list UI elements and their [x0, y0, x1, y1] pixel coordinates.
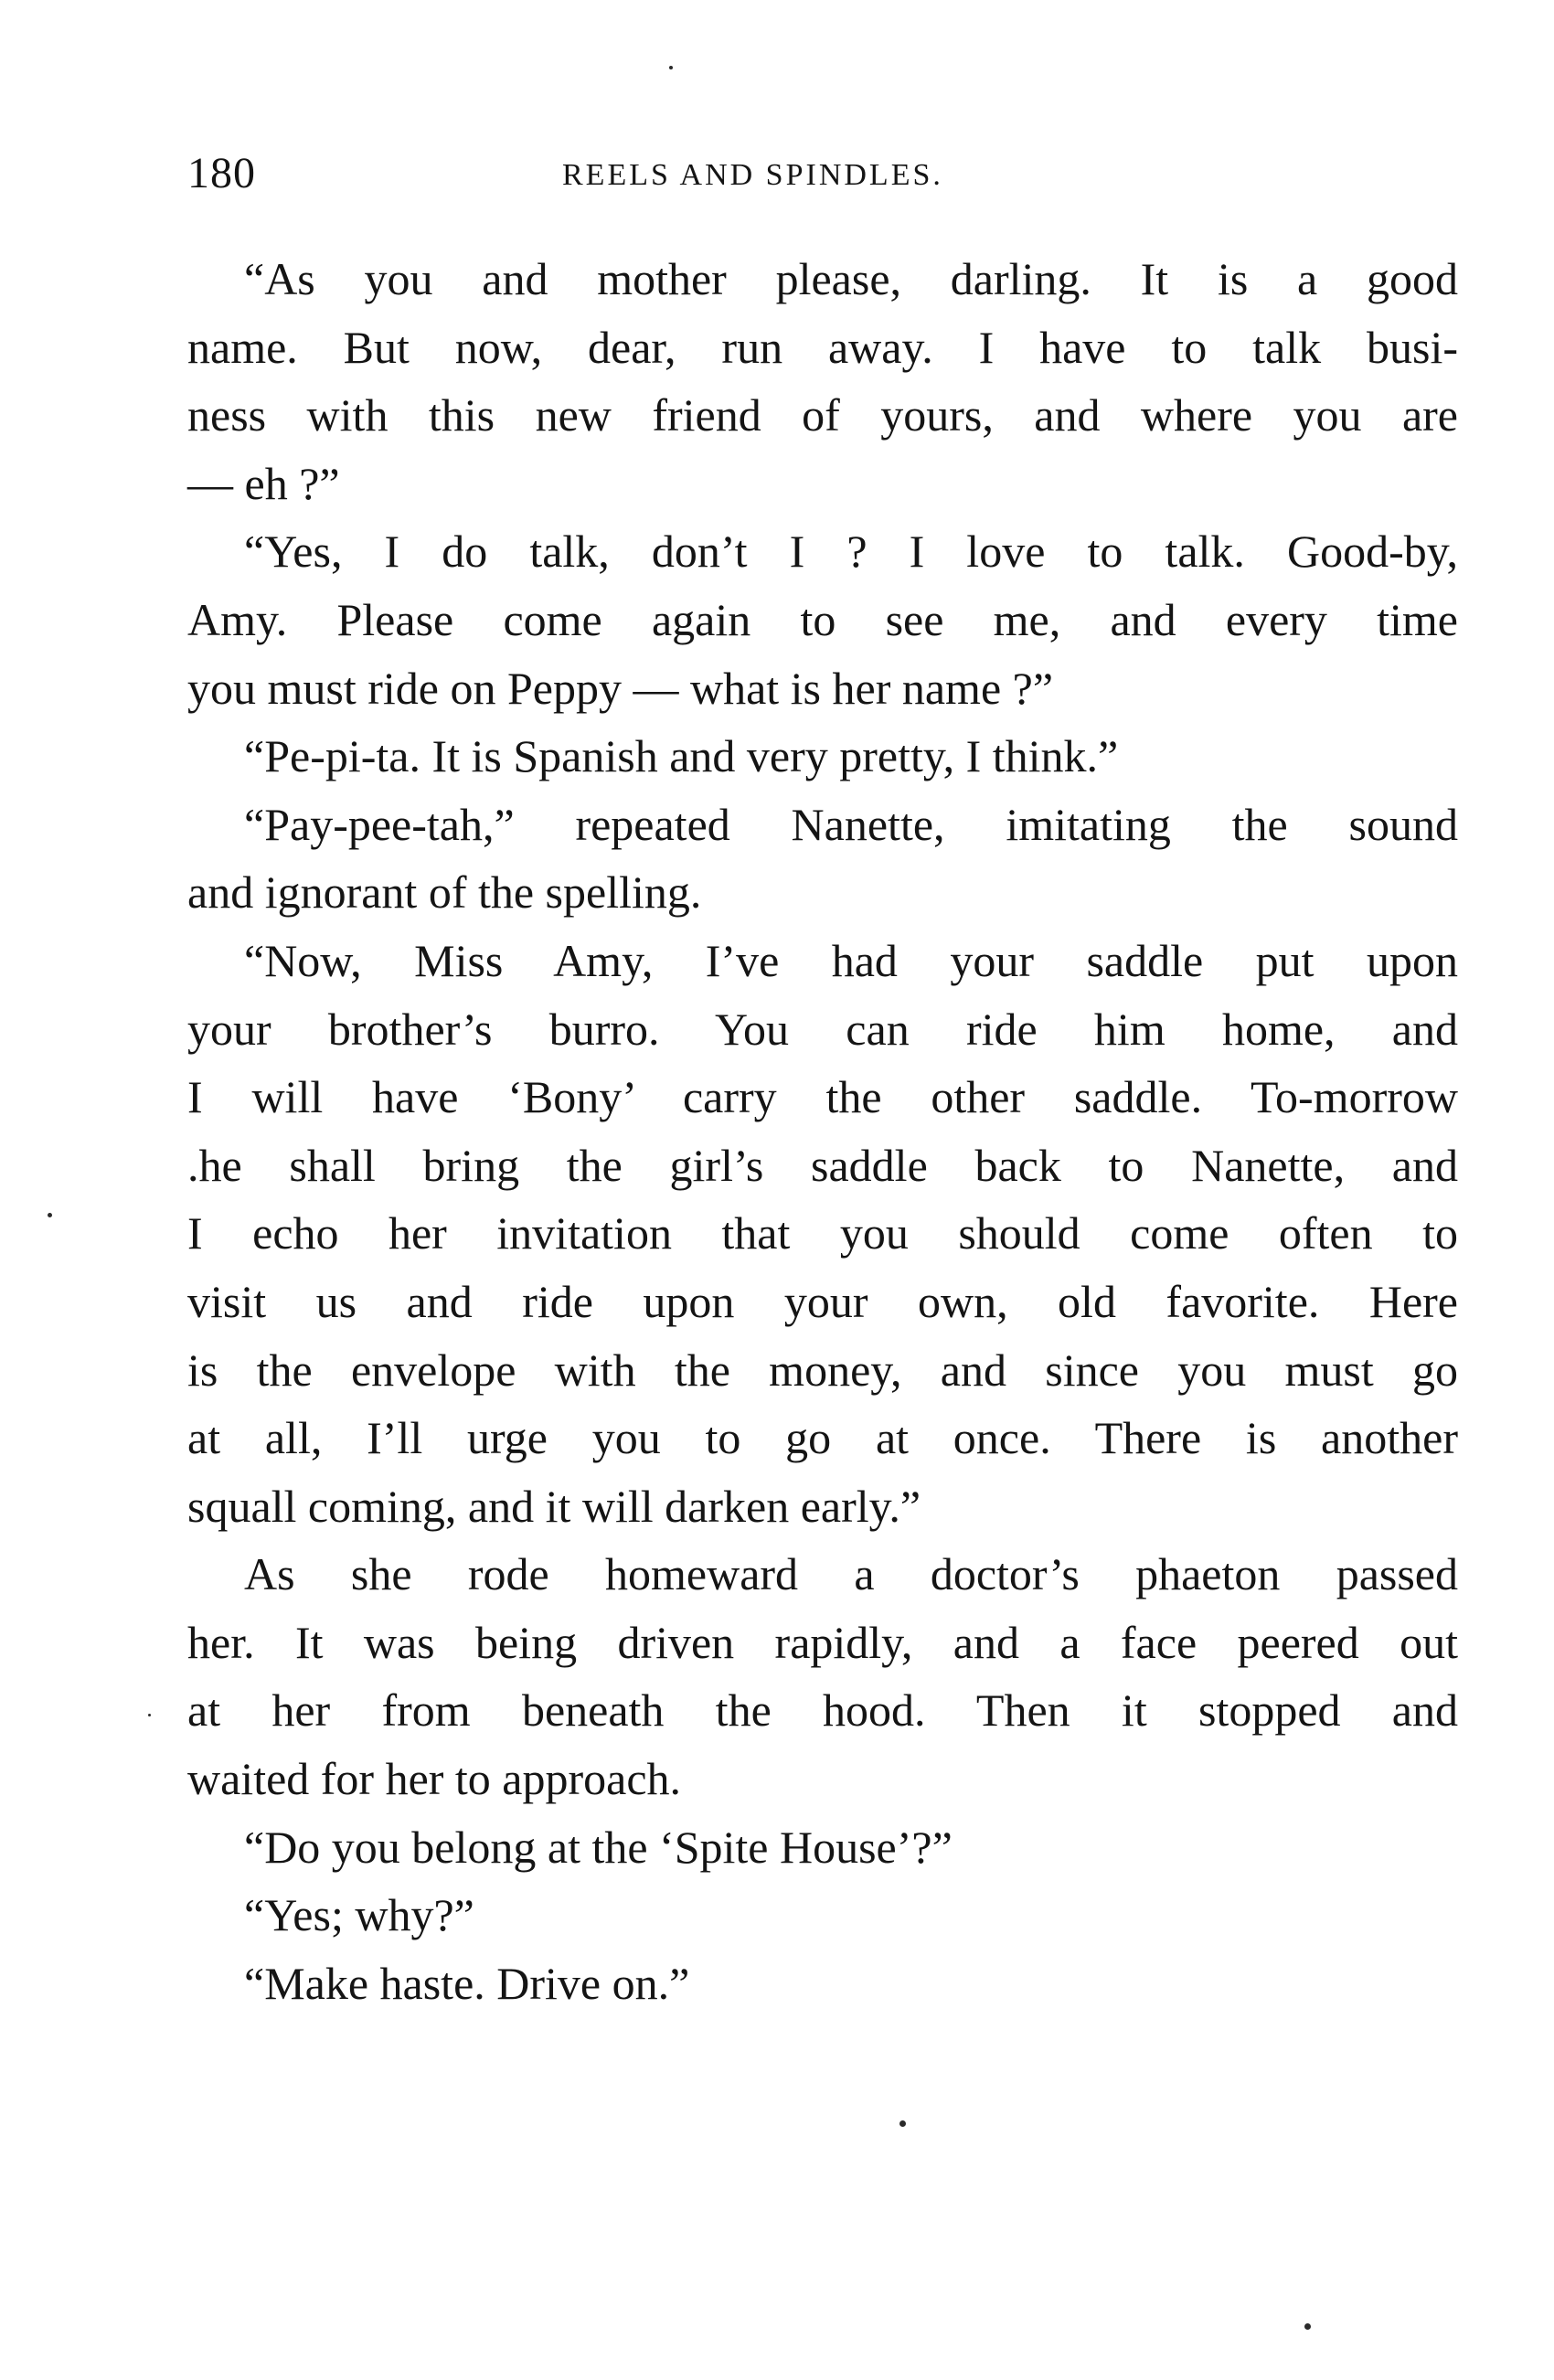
- text-line: is the envelope with the money, and since you must go: [187, 1344, 1458, 1396]
- scan-speck: [669, 66, 673, 69]
- scan-speck: [48, 1213, 52, 1217]
- text-line: visit us and ride upon your own, old favorite. Here: [187, 1275, 1458, 1327]
- text-line: squall coming, and it will darken early.”: [187, 1480, 921, 1532]
- text-line: ness with this new friend of yours, and where you are: [187, 389, 1458, 441]
- text-line: “Pay-pee-tah,” repeated Nanette, imitating the sound: [244, 798, 1458, 850]
- text-line: .he shall bring the girl’s saddle back to Nanette, and: [187, 1139, 1458, 1191]
- text-line: waited for her to approach.: [187, 1753, 682, 1805]
- text-line: you must ride on Peppy — what is her name ?”: [187, 662, 1054, 714]
- scan-speck: [1304, 2323, 1311, 2330]
- body-text: [187, 245, 1458, 2017]
- scan-speck: [148, 1714, 151, 1716]
- text-line: “As you and mother please, darling. It is a good: [244, 253, 1458, 304]
- text-line: “Do you belong at the ‘Spite House’?”: [244, 1821, 953, 1873]
- text-line: — eh ?”: [187, 457, 340, 509]
- text-line: name. But now, dear, run away. I have to talk busi-: [187, 321, 1458, 373]
- scan-speck: [899, 2120, 906, 2127]
- text-line: “Make haste. Drive on.”: [244, 1957, 690, 2009]
- text-line: I will have ‘Bony’ carry the other saddle. To-morrow: [187, 1071, 1458, 1123]
- text-line: Amy. Please come again to see me, and every time: [187, 593, 1458, 645]
- running-title: REELS AND SPINDLES.: [562, 158, 943, 192]
- text-line: at all, I’ll urge you to go at once. There is another: [187, 1412, 1458, 1464]
- page-number: 180: [187, 149, 256, 197]
- page-header: [187, 146, 1458, 201]
- text-line: As she rode homeward a doctor’s phaeton passed: [244, 1548, 1458, 1600]
- text-line: at her from beneath the hood. Then it stopped and: [187, 1684, 1458, 1737]
- text-line: “Yes, I do talk, don’t I ? I love to talk. Good-by,: [244, 526, 1458, 578]
- text-line: her. It was being driven rapidly, and a face peered out: [187, 1616, 1458, 1668]
- text-line: I echo her invitation that you should come often to: [187, 1207, 1458, 1259]
- text-line: your brother’s burro. You can ride him home, and: [187, 1003, 1458, 1055]
- text-line: “Pe-pi-ta. It is Spanish and very pretty, I think.”: [244, 730, 1119, 782]
- text-line: and ignorant of the spelling.: [187, 866, 702, 919]
- text-line: “Now, Miss Amy, I’ve had your saddle put upon: [244, 934, 1458, 986]
- text-line: “Yes; why?”: [244, 1889, 474, 1941]
